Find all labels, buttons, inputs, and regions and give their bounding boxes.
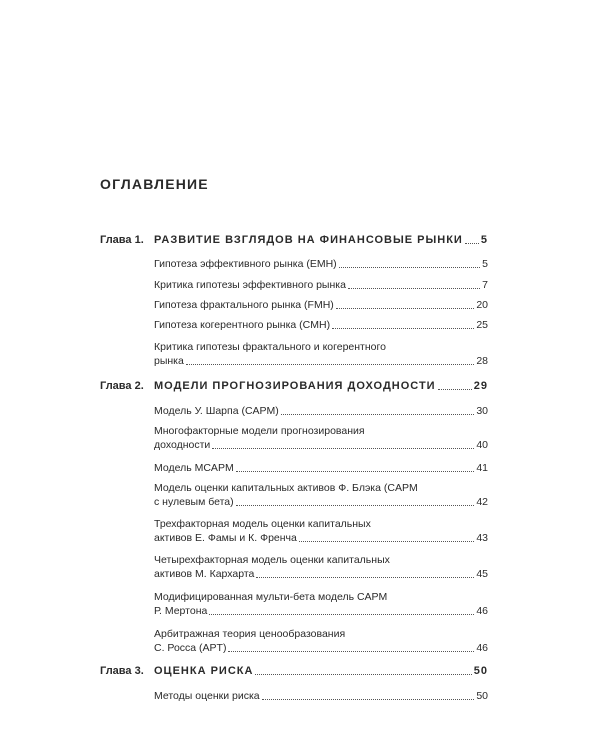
dot-leader	[262, 699, 475, 700]
page-number: 30	[476, 405, 488, 417]
page-number: 42	[476, 496, 488, 508]
section-line	[154, 495, 488, 509]
section-entry[interactable]	[154, 517, 488, 545]
dot-leader	[281, 414, 475, 415]
chapter-line	[154, 233, 488, 247]
page-number: 29	[473, 380, 488, 392]
section-line	[154, 257, 488, 271]
section-entry[interactable]	[154, 257, 488, 271]
chapter-line	[154, 664, 488, 678]
section-entry[interactable]	[154, 481, 488, 509]
section-line	[154, 531, 488, 545]
dot-leader	[209, 614, 474, 615]
section-entry[interactable]	[154, 298, 488, 312]
dot-leader	[438, 389, 472, 390]
section-title-line1: Критика гипотезы фрактального и когерентного	[154, 341, 386, 353]
dot-leader	[236, 505, 475, 506]
section-title: Модель MCAPM	[154, 462, 234, 474]
section-line	[154, 278, 488, 292]
section-entry[interactable]	[154, 404, 488, 418]
page-number: 43	[476, 532, 488, 544]
section-line	[154, 641, 488, 655]
section-line	[154, 438, 488, 452]
section-title: рынка	[154, 355, 184, 367]
dot-leader	[186, 364, 474, 365]
section-title-line1: Арбитражная теория ценообразования	[154, 628, 346, 640]
page-number: 50	[476, 690, 488, 702]
page-number: 45	[476, 568, 488, 580]
section-title-line1: Четырехфакторная модель оценки капитальных	[154, 554, 390, 566]
page-number: 50	[473, 665, 488, 677]
chapter-label: Глава 2.	[100, 380, 144, 392]
dot-leader	[255, 674, 471, 675]
toc-heading: ОГЛАВЛЕНИЕ	[100, 176, 209, 192]
page-number: 41	[476, 462, 488, 474]
dot-leader	[339, 267, 481, 268]
chapter-label: Глава 1.	[100, 234, 144, 246]
section-line	[154, 461, 488, 475]
dot-leader	[236, 471, 475, 472]
section-title: Гипотеза эффективного рынка (EMH)	[154, 258, 337, 270]
section-entry[interactable]	[154, 278, 488, 292]
chapter-entry[interactable]	[154, 664, 488, 678]
section-title: Модель У. Шарпа (CAPM)	[154, 405, 279, 417]
dot-leader	[299, 541, 474, 542]
section-title: активов Е. Фамы и К. Френча	[154, 532, 297, 544]
section-line	[154, 354, 488, 368]
section-line	[154, 318, 488, 332]
section-line	[154, 298, 488, 312]
page-number: 46	[476, 605, 488, 617]
dot-leader	[465, 243, 479, 244]
section-title: Критика гипотезы эффективного рынка	[154, 279, 346, 291]
section-line	[154, 567, 488, 581]
section-title-line1: Модель оценки капитальных активов Ф. Блэка (CAPM	[154, 482, 418, 494]
section-title: Р. Мертона	[154, 605, 208, 617]
chapter-title: МОДЕЛИ ПРОГНОЗИРОВАНИЯ ДОХОДНОСТИ	[154, 380, 436, 392]
chapter-label: Глава 3.	[100, 665, 144, 677]
section-entry[interactable]	[154, 553, 488, 581]
dot-leader	[336, 308, 475, 309]
section-title: Методы оценки риска	[154, 690, 260, 702]
section-title-line1: Многофакторные модели прогнозирования	[154, 425, 365, 437]
chapter-entry[interactable]	[154, 379, 488, 393]
dot-leader	[212, 448, 474, 449]
section-title: С. Росса (APT)	[154, 642, 227, 654]
section-entry[interactable]	[154, 424, 488, 452]
section-entry[interactable]	[154, 318, 488, 332]
page-number: 28	[476, 355, 488, 367]
section-title: доходности	[154, 439, 211, 451]
section-line	[154, 604, 488, 618]
section-title: Гипотеза фрактального рынка (FMH)	[154, 299, 334, 311]
section-title-line1: Модифицированная мульти-бета модель CAPM	[154, 591, 388, 603]
page-number: 7	[482, 279, 488, 291]
section-entry[interactable]	[154, 627, 488, 655]
section-line	[154, 689, 488, 703]
section-title: с нулевым бета)	[154, 496, 234, 508]
dot-leader	[256, 577, 474, 578]
section-line	[154, 404, 488, 418]
section-entry[interactable]	[154, 590, 488, 618]
section-title-line1: Трехфакторная модель оценки капитальных	[154, 518, 371, 530]
page-number: 25	[476, 319, 488, 331]
section-entry[interactable]	[154, 340, 488, 368]
section-title: активов М. Кархарта	[154, 568, 255, 580]
section-title: Гипотеза когерентного рынка (CMH)	[154, 319, 331, 331]
page-number: 40	[476, 439, 488, 451]
page-number: 46	[476, 642, 488, 654]
dot-leader	[332, 328, 474, 329]
dot-leader	[348, 288, 480, 289]
page-number: 5	[482, 258, 488, 270]
page-number: 20	[476, 299, 488, 311]
section-entry[interactable]	[154, 461, 488, 475]
chapter-entry[interactable]	[154, 233, 488, 247]
chapter-title: РАЗВИТИЕ ВЗГЛЯДОВ НА ФИНАНСОВЫЕ РЫНКИ	[154, 234, 463, 246]
page-number: 5	[480, 234, 488, 246]
chapter-title: ОЦЕНКА РИСКА	[154, 665, 254, 677]
dot-leader	[228, 651, 474, 652]
section-entry[interactable]	[154, 689, 488, 703]
chapter-line	[154, 379, 488, 393]
